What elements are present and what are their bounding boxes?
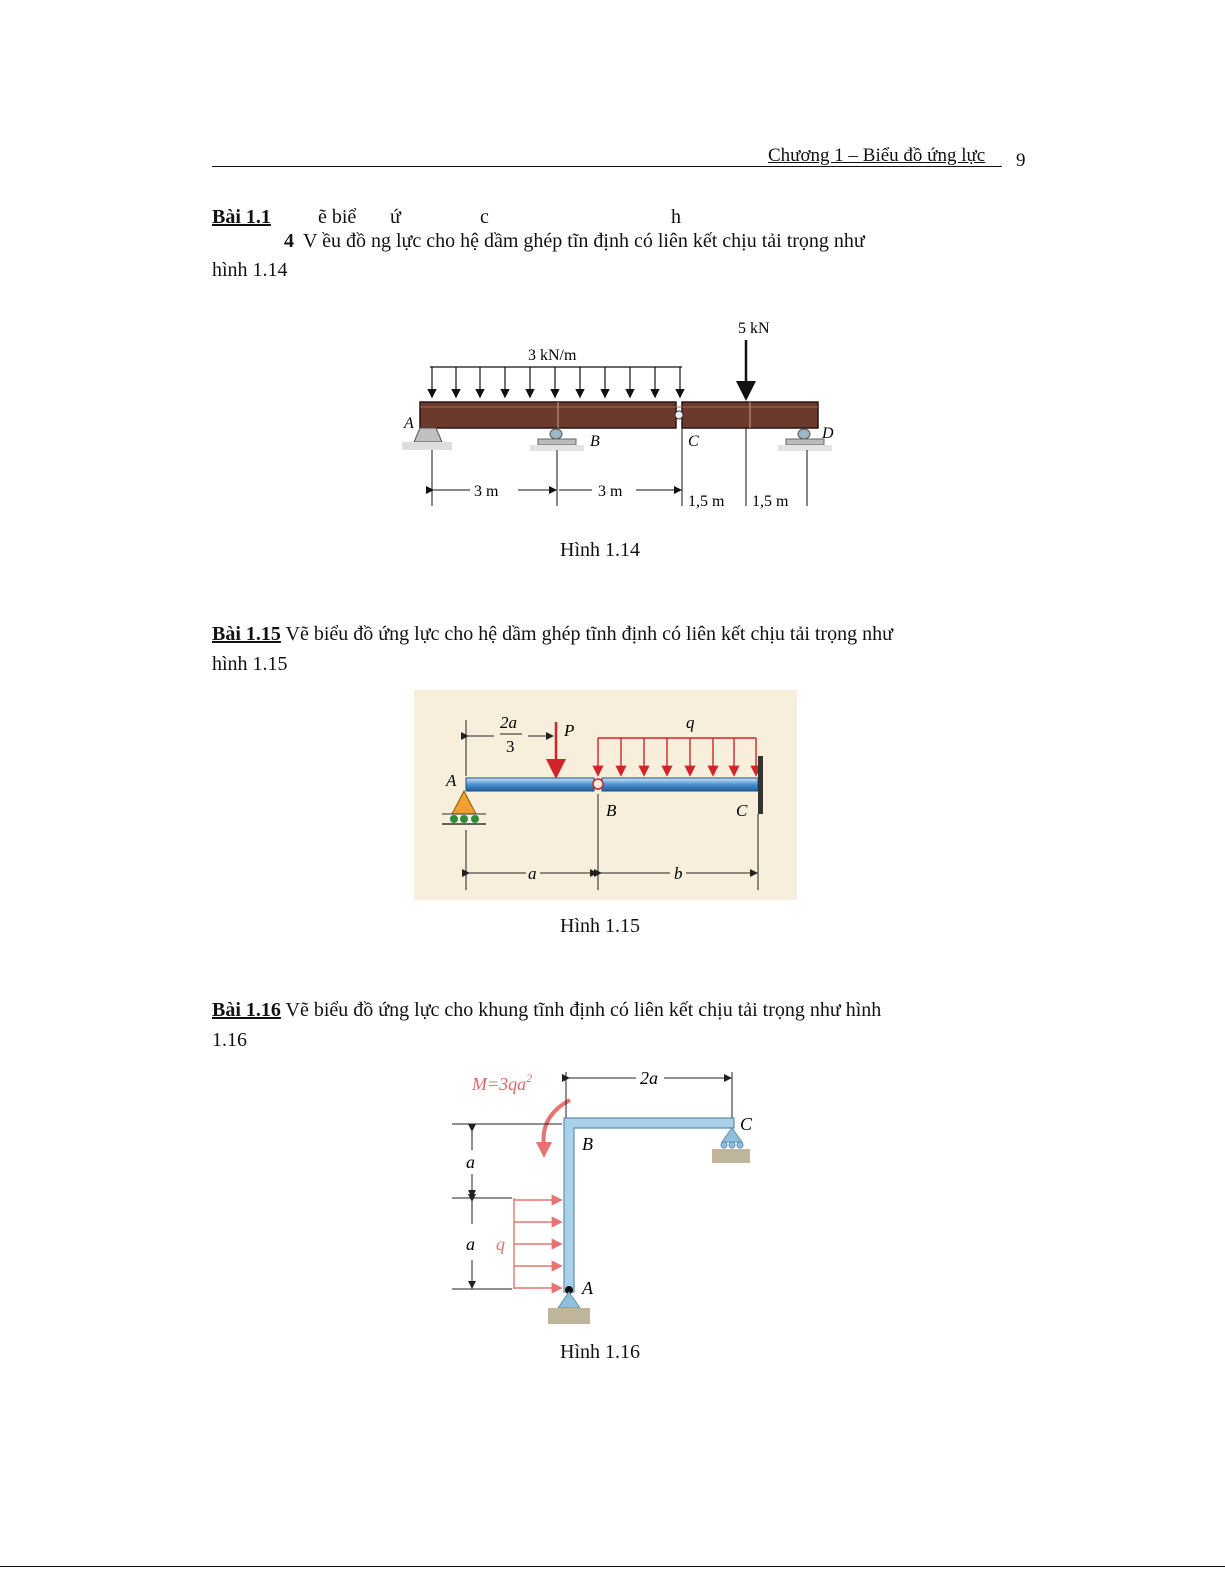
dim-a-1: a bbox=[466, 1152, 475, 1172]
ground-a bbox=[548, 1308, 590, 1324]
label-a: A bbox=[404, 415, 414, 432]
garbled-fragment-4: h bbox=[671, 206, 681, 228]
ground-c bbox=[712, 1149, 750, 1163]
figure-1-14-caption: Hình 1.14 bbox=[560, 539, 640, 561]
hinge-c bbox=[675, 411, 683, 419]
problem-1-15-line1 bbox=[212, 620, 1002, 649]
dim-3m-1: 3 m bbox=[474, 483, 499, 500]
label-b: B bbox=[590, 433, 600, 450]
distributed-load-q-arrows bbox=[514, 1200, 560, 1288]
garbled-fragment-1: ẽ biể bbox=[318, 206, 357, 228]
figure-1-15-caption: Hình 1.15 bbox=[560, 915, 640, 937]
label-c: C bbox=[736, 801, 748, 820]
figure-1-16-caption: Hình 1.16 bbox=[560, 1341, 640, 1363]
label-c: C bbox=[688, 433, 699, 450]
dim-3m-2: 3 m bbox=[598, 483, 623, 500]
dim-1-5m-1: 1,5 m bbox=[688, 493, 725, 510]
problem-1-14-label: Bài 1.1 bbox=[212, 206, 271, 228]
problem-1-16-label: Bài 1.16 bbox=[212, 999, 281, 1021]
dim-1-5m-2: 1,5 m bbox=[752, 493, 789, 510]
problem-1-14-line3: hình 1.14 bbox=[212, 259, 288, 281]
figure-1-14 bbox=[390, 310, 850, 520]
frac-numerator: 2a bbox=[500, 713, 517, 732]
label-b: B bbox=[582, 1134, 593, 1154]
beam-left bbox=[420, 402, 676, 428]
figure-1-15 bbox=[414, 690, 797, 900]
problem-1-15-text: Vẽ biểu đồ ứng lực cho hệ dầm ghép tĩnh định có liên kết chịu tải trọng như bbox=[285, 623, 893, 645]
support-a bbox=[558, 1292, 580, 1308]
fixed-support-c bbox=[758, 756, 763, 814]
label-a: A bbox=[446, 771, 457, 790]
garbled-fragment-2: ứ bbox=[390, 206, 401, 228]
page-bottom-rule bbox=[0, 1566, 1225, 1567]
support-b-roller bbox=[550, 429, 562, 439]
header-rule bbox=[212, 166, 1002, 167]
problem-1-14-line2: V ều đồ ng lực cho hệ dầm ghép tĩn định có liên kết chịu tải trọng như bbox=[303, 230, 865, 252]
problem-1-15-line2: hình 1.15 bbox=[212, 653, 288, 675]
problem-1-16-line2: 1.16 bbox=[212, 1029, 247, 1051]
running-header-title: Chương 1 – Biểu đồ ứng lực bbox=[768, 145, 986, 166]
label-b: B bbox=[606, 801, 617, 820]
problem-1-15-label: Bài 1.15 bbox=[212, 623, 281, 645]
page-number: 9 bbox=[1016, 150, 1026, 171]
distributed-load-arrows bbox=[432, 367, 680, 396]
problem-1-14-line1 bbox=[212, 203, 271, 232]
dim-a-2: a bbox=[466, 1234, 475, 1254]
frac-denominator: 3 bbox=[506, 737, 515, 756]
beam-bc bbox=[602, 778, 758, 791]
dim-b: b bbox=[674, 864, 683, 883]
problem-1-16-text: Vẽ biểu đồ ứng lực cho khung tĩnh định có liên kết chịu tải trọng như hình bbox=[285, 999, 882, 1021]
load-q-label: q bbox=[686, 713, 695, 732]
label-d: D bbox=[822, 425, 834, 442]
support-d-roller bbox=[798, 429, 810, 439]
support-a bbox=[414, 428, 442, 442]
hinge-b bbox=[593, 779, 603, 789]
problem-1-14-number-tail: 4 bbox=[284, 230, 294, 252]
figure-1-16 bbox=[452, 1064, 762, 1329]
load-q-label: q bbox=[496, 1234, 505, 1254]
moment-label: $M=3qa^2$ bbox=[472, 1071, 533, 1094]
label-c: C bbox=[740, 1114, 753, 1134]
load-p-label: P bbox=[564, 721, 575, 740]
figure-1-15-background bbox=[414, 690, 797, 900]
distributed-load-label: 3 kN/m bbox=[528, 347, 577, 364]
garbled-fragment-3: c bbox=[480, 206, 489, 228]
beam-ab bbox=[466, 778, 594, 791]
problem-1-16-line1 bbox=[212, 996, 1002, 1025]
support-c bbox=[722, 1128, 742, 1142]
dim-a: a bbox=[528, 864, 537, 883]
point-load-label: 5 kN bbox=[738, 320, 770, 337]
label-a: A bbox=[582, 1278, 593, 1298]
dim-2a: 2a bbox=[640, 1068, 658, 1088]
